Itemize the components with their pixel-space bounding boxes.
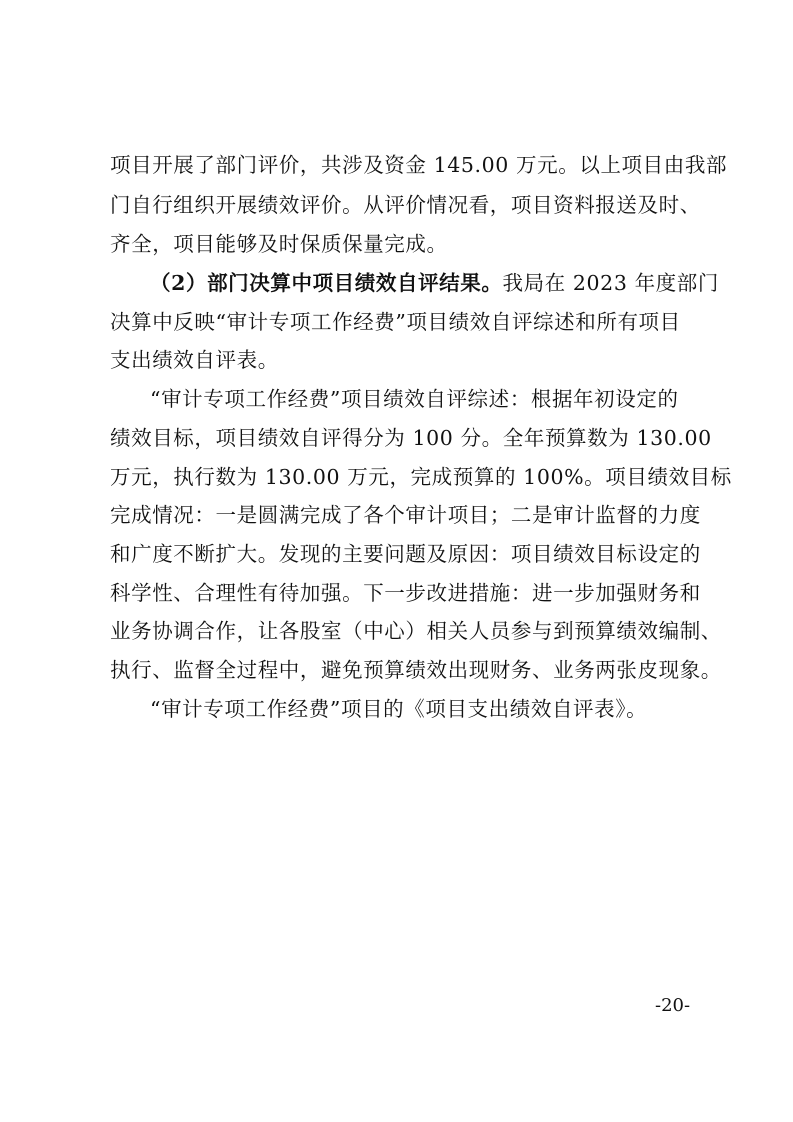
- paragraph-3-line-1: “审计专项工作经费”项目绩效自评综述：根据年初设定的: [150, 387, 679, 411]
- paragraph-2-line-1: [150, 268, 719, 298]
- paragraph-2-line-3: 支出绩效自评表。: [110, 348, 279, 372]
- paragraph-1-line-1: 项目开展了部门评价，共涉及资金 145.00 万元。以上项目由我部: [110, 153, 728, 177]
- paragraph-3-line-2: 绩效目标，项目绩效自评得分为 100 分。全年预算数为 130.00: [110, 426, 712, 450]
- page-number: -20-: [655, 995, 691, 1016]
- paragraph-3-line-6: 科学性、合理性有待加强。下一步改进措施：进一步加强财务和: [110, 581, 701, 605]
- paragraph-3-line-7: 业务协调合作，让各股室（中心）相关人员参与到预算绩效编制、: [110, 619, 722, 643]
- paragraph-3-line-8: 执行、监督全过程中，避免预算绩效出现财务、业务两张皮现象。: [110, 658, 722, 682]
- paragraph-1-line-3: 齐全，项目能够及时保质保量完成。: [110, 232, 448, 256]
- paragraph-3-line-5: 和广度不断扩大。发现的主要问题及原因：项目绩效目标设定的: [110, 542, 701, 566]
- paragraph-2-line-2: 决算中反映“审计专项工作经费”项目绩效自评综述和所有项目: [110, 310, 681, 334]
- paragraph-4-line-1: “审计专项工作经费”项目的《项目支出绩效自评表》。: [150, 697, 648, 721]
- paragraph-1-line-2: 门自行组织开展绩效评价。从评价情况看，项目资料报送及时、: [110, 193, 701, 217]
- section-heading: （2）部门决算中项目绩效自评结果。: [150, 271, 503, 295]
- paragraph-3-line-4: 完成情况：一是圆满完成了各个审计项目；二是审计监督的力度: [110, 503, 701, 527]
- paragraph-2-line-1-text: 我局在 2023 年度部门: [502, 271, 719, 295]
- paragraph-3-line-3: 万元，执行数为 130.00 万元，完成预算的 100%。项目绩效目标: [110, 465, 732, 489]
